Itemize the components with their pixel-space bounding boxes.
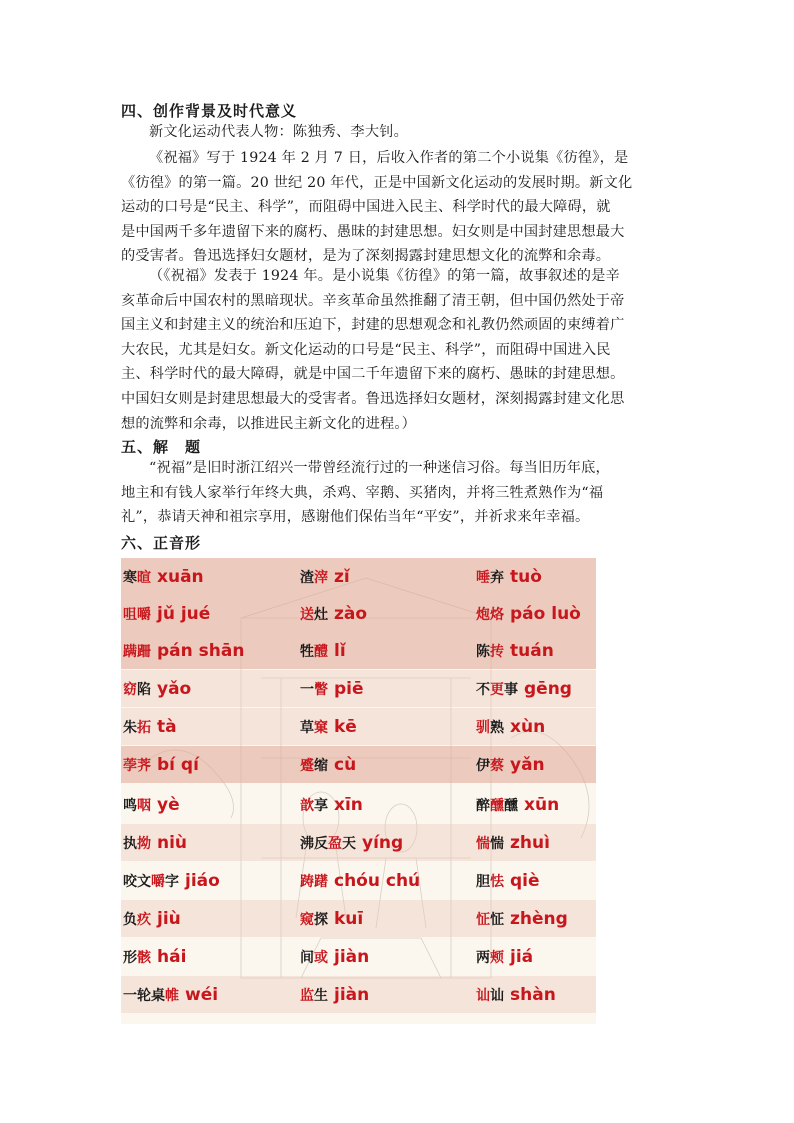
word-part: 渣 [300,570,314,586]
text-line: 大农民，尤其是妇女。新文化运动的口号是“民主、科学”，而阻碍中国进入民 [121,341,611,358]
word [300,836,356,852]
target-character: 醴 [314,644,328,660]
word-part: 缩 [314,758,328,774]
pinyin: pán shān [157,641,245,661]
pronunciation-item [123,862,220,899]
text-line: 礼”，恭请天神和祖宗享用，感谢他们保佑当年“平安”，并祈求来年幸福。 [121,509,590,526]
word-part: 字 [165,874,179,890]
pronunciation-item [476,938,533,975]
word-part: 胆 [476,874,490,890]
pinyin: piē [334,679,364,699]
word-part: 寒 [123,570,137,586]
word [123,798,151,814]
target-character: 嚼 [151,874,165,890]
table-row [121,670,596,707]
word-part: 咬文 [123,874,151,890]
word [476,988,504,1004]
pinyin: lǐ [334,641,346,661]
target-character: 送 [300,607,314,623]
pronunciation-item [300,862,420,899]
word [300,682,328,698]
table-row [121,976,596,1013]
pronunciation-item [123,824,187,861]
pinyin: cù [334,755,357,775]
word [476,874,504,890]
target-character: 荸荠 [123,758,151,774]
word [300,950,328,966]
pinyin: yíng [362,833,404,853]
word-part: 间 [300,950,314,966]
word [476,607,504,623]
text-line: 是中国两千多年遗留下来的腐朽、愚昧的封建思想。妇女则是中国封建思想最大 [121,223,625,240]
word-part: 形 [123,950,137,966]
target-character: 踌躇 [300,874,328,890]
section5-paragraph [121,456,681,530]
word [123,682,151,698]
word-part: 鸣 [123,798,137,814]
table-row [121,746,596,783]
word [300,912,328,928]
pinyin: tà [157,717,177,737]
pronunciation-item [476,900,568,937]
pronunciation-table [121,558,596,1024]
word [123,950,151,966]
target-character: 讪 [476,988,490,1004]
pronunciation-item [123,708,177,745]
pinyin: yè [157,795,180,815]
word [123,644,151,660]
pronunciation-item [123,900,181,937]
text-line: 运动的口号是“民主、科学”，而阻碍中国进入民主、科学时代的最大障碍，就 [121,199,611,216]
text-line: 地主和有钱人家举行年终大典，杀鸡、宰鹅、买猪肉，并将三牲煮熟作为“福 [121,484,604,501]
word-part: 一 [300,682,314,698]
target-character: 炮烙 [476,607,504,623]
pinyin: chóu chú [334,871,421,891]
word-part: 熟 [490,720,504,736]
target-character: 骸 [137,950,151,966]
pinyin: wéi [185,985,219,1005]
word-part: 事 [504,682,518,698]
pronunciation-item [476,786,559,823]
pinyin: niù [157,833,188,853]
text-line: 想的流弊和余毒，以推进民主新文化的进程。） [121,415,417,432]
target-character: 驯 [476,720,490,736]
target-character: 颊 [490,950,504,966]
word [123,720,151,736]
word [123,912,151,928]
pronunciation-item [476,558,542,595]
target-character: 窈 [123,682,137,698]
text-line: 《彷徨》的第一篇。20 世纪 20 年代，正是中国新文化运动的发展时期。新文化 [121,174,633,191]
word-part: 醉 [476,798,490,814]
word [300,607,328,623]
pinyin: jǔ jué [157,604,211,624]
word [300,644,328,660]
target-character: 怯 [490,874,504,890]
word [476,720,504,736]
pinyin: páo luò [510,604,581,624]
text-line: 《祝福》写于 1924 年 2 月 7 日，后收入作者的第二个小说集《彷徨》，是 [149,150,629,166]
word-part: 执 [123,836,137,852]
word [476,682,518,698]
pinyin: kē [334,717,357,737]
table-row [121,786,596,823]
word-part: 怔 [490,912,504,928]
pinyin: jiù [157,909,181,929]
word [123,836,151,852]
pronunciation-item [300,632,346,669]
target-character: 咽 [137,798,151,814]
pronunciation-item [123,558,204,595]
pinyin: yǎo [157,679,192,699]
word [300,720,328,736]
word-part: 弃 [490,570,504,586]
pronunciation-item [476,976,556,1013]
word [300,874,328,890]
pinyin: gēng [524,679,572,699]
pinyin: zhèng [510,909,568,929]
pronunciation-item [300,746,356,783]
target-character: 咀嚼 [123,607,151,623]
word-part: 一轮桌 [123,988,165,1004]
pronunciation-item [300,900,363,937]
pinyin: qiè [510,871,540,891]
word [300,798,328,814]
word-part: 陈 [476,644,490,660]
table-row [121,632,596,669]
word [300,570,328,586]
pronunciation-item [123,976,218,1013]
pinyin: yǎn [510,755,545,775]
word [476,644,504,660]
section4-intro: 新文化运动代表人物：陈独秀、李大钊。 [149,124,408,140]
pinyin: jiá [510,947,534,967]
target-character: 盈 [328,836,342,852]
pinyin: xuān [157,567,204,587]
pronunciation-item [476,824,550,861]
pinyin: tuò [510,567,542,587]
word [300,988,328,1004]
word [476,798,518,814]
word-part: 惴 [490,836,504,852]
target-character: 帷 [165,988,179,1004]
word-part: 天 [342,836,356,852]
pronunciation-item [300,595,367,632]
section4-paragraph-1 [121,146,681,269]
word [300,758,328,774]
pinyin: xūn [524,795,560,815]
target-character: 醺 [490,798,504,814]
pinyin: shàn [510,985,556,1005]
word [476,950,504,966]
pinyin: tuán [510,641,554,661]
table-row [121,862,596,899]
pinyin: hái [157,947,187,967]
target-character: 怔 [476,912,490,928]
section4-paragraph-2 [121,264,681,436]
pinyin: jiàn [334,985,370,1005]
pinyin: kuī [334,909,364,929]
section4-title: 四、创作背景及时代意义 [121,102,298,120]
pronunciation-item [300,824,403,861]
table-row [121,938,596,975]
table-row [121,900,596,937]
pronunciation-item [476,708,545,745]
target-character: 滓 [314,570,328,586]
section6-title: 六、正音形 [121,534,202,552]
word-part: 探 [314,912,328,928]
pronunciation-item [476,746,545,783]
pronunciation-item [476,670,572,707]
pronunciation-item [123,632,244,669]
section5-title: 五、解 题 [121,438,202,456]
word [476,912,504,928]
target-character: 惴 [476,836,490,852]
target-character: 蔡 [490,758,504,774]
pinyin: jiàn [334,947,370,967]
text-line: 主、科学时代的最大障碍，就是中国二千年遗留下来的腐朽、愚昧的封建思想。 [121,366,625,383]
word-part: 生 [314,988,328,1004]
target-character: 拓 [137,720,151,736]
text-line: “祝福”是旧时浙江绍兴一带曾经流行过的一种迷信习俗。每当旧历年底， [149,460,610,476]
text-line: 的受害者。鲁迅选择妇女题材，是为了深刻揭露封建思想文化的流弊和余毒。 [121,248,611,265]
word-part: 陷 [137,682,151,698]
target-character: 唾 [476,570,490,586]
word-part: 沸反 [300,836,328,852]
target-character: 监 [300,988,314,1004]
target-character: 蹙 [300,758,314,774]
pronunciation-item [300,938,369,975]
word-part: 负 [123,912,137,928]
target-character: 窥 [300,912,314,928]
pronunciation-item [300,786,363,823]
word-part: 两 [476,950,490,966]
pronunciation-item [476,595,581,632]
pinyin: bí qí [157,755,199,775]
word-part: 醺 [504,798,518,814]
pinyin: jiáo [185,871,220,891]
pronunciation-item [123,670,191,707]
pinyin: xùn [510,717,546,737]
word [476,836,504,852]
target-character: 抟 [490,644,504,660]
pronunciation-item [123,595,210,632]
pronunciation-item [123,938,186,975]
word [123,758,151,774]
table-row [121,558,596,595]
target-character: 拗 [137,836,151,852]
target-character: 窠 [314,720,328,736]
text-line: 国主义和封建主义的统治和压迫下，封建的思想观念和礼教仍然顽固的束缚着广 [121,317,625,334]
text-line: 中国妇女则是封建思想最大的受害者。鲁迅选择妇女题材，深刻揭露封建文化思 [121,390,625,407]
word [123,874,179,890]
word [123,988,179,1004]
pinyin: zǐ [334,567,350,587]
target-character: 瞥 [314,682,328,698]
target-character: 更 [490,682,504,698]
word-part: 享 [314,798,328,814]
text-line: （《祝福》发表于 1924 年。是小说集《彷徨》的第一篇，故事叙述的是辛 [149,268,620,284]
pinyin: zhuì [510,833,550,853]
word [123,607,151,623]
pronunciation-item [300,670,364,707]
word-part: 不 [476,682,490,698]
word-part: 灶 [314,607,328,623]
target-character: 或 [314,950,328,966]
table-row [121,708,596,745]
pronunciation-item [476,632,554,669]
pinyin: xīn [334,795,363,815]
pronunciation-item [300,708,357,745]
word-part: 草 [300,720,314,736]
word-part: 牲 [300,644,314,660]
target-character: 暄 [137,570,151,586]
target-character: 疚 [137,912,151,928]
word [123,570,151,586]
word-part: 伊 [476,758,490,774]
text-line: 亥革命后中国农村的黑暗现状。辛亥革命虽然推翻了清王朝，但中国仍然处于帝 [121,292,625,309]
target-character: 歆 [300,798,314,814]
table-row [121,595,596,632]
pinyin: zào [334,604,368,624]
target-character: 蹒跚 [123,644,151,660]
word [476,758,504,774]
word [476,570,504,586]
pronunciation-item [123,746,199,783]
table-row [121,824,596,861]
pronunciation-item [300,976,369,1013]
word-part: 讪 [490,988,504,1004]
pronunciation-item [300,558,350,595]
word-part: 朱 [123,720,137,736]
pronunciation-item [123,786,180,823]
pronunciation-item [476,862,540,899]
